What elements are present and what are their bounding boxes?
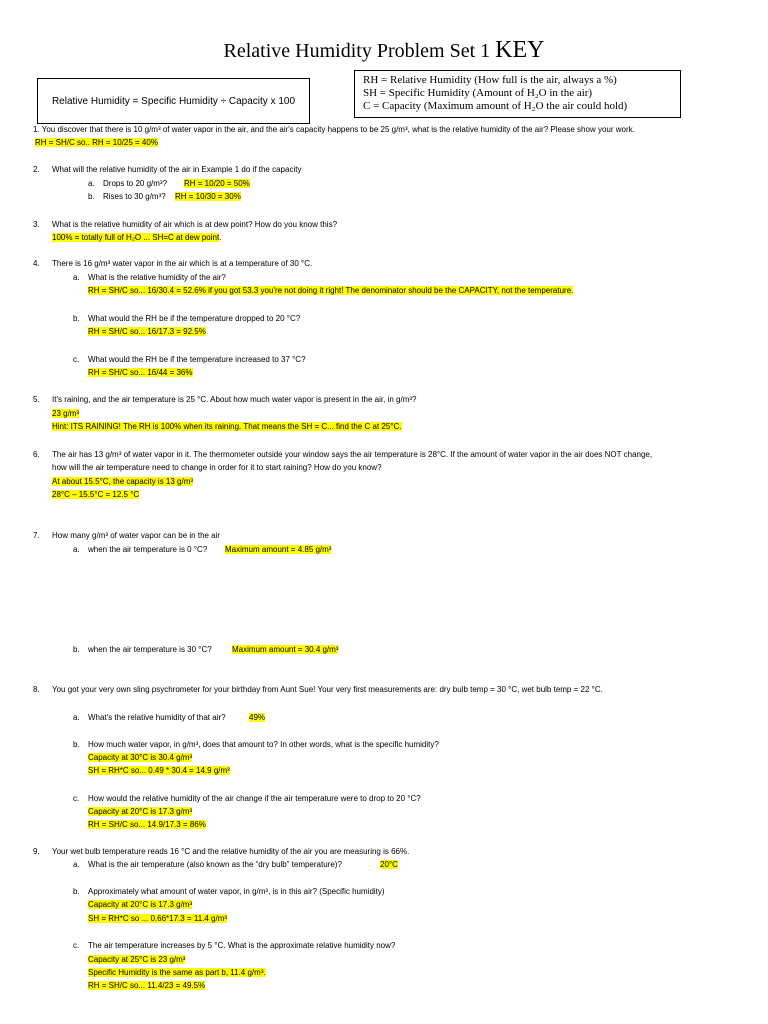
question-6-line2: how will the air temperature need to change in order for it to start raining? How do you know? [52, 463, 382, 472]
q9-number: 9. [33, 847, 40, 856]
q9b-text: Approximately what amount of water vapor, in g/m³, is in this air? (Specific humidity) [88, 887, 385, 896]
q9b-answer-line1: Capacity at 20°C is 17.3 g/m³ [88, 900, 193, 909]
q2b-text: Rises to 30 g/m³? [103, 192, 166, 201]
q7-number: 7. [33, 531, 40, 540]
q4a-text: What is the relative humidity of the air? [88, 273, 226, 282]
q4c-text: What would the RH be if the temperature increased to 37 °C? [88, 355, 306, 364]
question-1: 1. You discover that there is 10 g/m³ of water vapor in the air, and the air's capacity happens to be 25 g/m³, what is the relative humidity of the air? Please show your work. [33, 125, 635, 134]
q7b-answer: Maximum amount = 30.4 g/m³ [232, 645, 339, 654]
q7a-letter: a. [73, 545, 80, 554]
legend-sh: SH = Specific Humidity (Amount of H₂O in the air) [363, 87, 593, 99]
q8-number: 8. [33, 685, 40, 694]
q9a-answer: 20°C [380, 860, 398, 869]
q6-number: 6. [33, 450, 40, 459]
answer-6-line2: 28°C – 15.5°C = 12.5 °C [52, 490, 140, 499]
page-title [0, 38, 768, 63]
answer-3-tail: . [219, 233, 222, 242]
formula-box [37, 78, 310, 124]
answer-3: 100% = totally full of H₂O ... SH=C at dew point [52, 233, 220, 242]
question-7: How many g/m³ of water vapor can be in the air [52, 531, 221, 540]
q9c-answer-line1: Capacity at 25°C is 23 g/m³ [88, 955, 186, 964]
q9c-text: The air temperature increases by 5 °C. What is the approximate relative humidity now? [88, 941, 396, 950]
legend-rh: RH = Relative Humidity (How full is the air, always a %) [363, 74, 617, 86]
q2a-letter: a. [88, 179, 95, 188]
q7a-answer: Maximum amount = 4.85 g/m³ [225, 545, 332, 554]
answer-5-value: 23 g/m³ [52, 409, 80, 418]
q4a-letter: a. [73, 273, 80, 282]
q8c-text: How would the relative humidity of the air change if the air temperature were to drop to 20 °C? [88, 794, 421, 803]
answer-6-line1: At about 15.5°C, the capacity is 13 g/m³ [52, 477, 194, 486]
q7a-text: when the air temperature is 0 °C? [88, 545, 208, 554]
q8b-text: How much water vapor, in g/m³, does that amount to? In other words, what is the specific humidity? [88, 740, 439, 749]
q8c-answer-line2: RH = SH/C so... 14.9/17.3 = 86% [88, 820, 206, 829]
answer-1: RH = SH/C so.. RH = 10/25 = 40% [35, 138, 158, 147]
q2a-text: Drops to 20 g/m³? [103, 179, 168, 188]
q4-number: 4. [33, 259, 40, 268]
question-8: You got your very own sling psychrometer for your birthday from Aunt Sue! Your very first measurements are: dry bulb temp = 30 °C, wet bulb temp = 22 °C. [52, 685, 603, 694]
q8a-letter: a. [73, 713, 80, 722]
q8c-letter: c. [73, 794, 80, 803]
title-main: Relative Humidity Problem Set 1 [223, 40, 496, 62]
legend-c: C = Capacity (Maximum amount of H₂O the air could hold) [363, 100, 628, 112]
q4b-letter: b. [73, 314, 80, 323]
q2b-letter: b. [88, 192, 95, 201]
q9c-answer-line3: RH = SH/C so... 11.4/23 = 49.5% [88, 981, 206, 990]
q7b-letter: b. [73, 645, 80, 654]
q4c-letter: c. [73, 355, 80, 364]
q4b-answer: RH = SH/C so... 16/17.3 = 92.5% [88, 327, 206, 336]
q8b-answer-line2: SH = RH*C so... 0.49 * 30.4 = 14.9 g/m³ [88, 766, 230, 775]
q9a-text: What is the air temperature (also known as the “dry bulb” temperature)? [88, 860, 342, 869]
q4a-answer: RH = SH/C so... 16/30.4 = 52.6% if you got 53.3 you're not doing it right! The denominator should be the CAPACITY, not the temperature. [88, 286, 574, 295]
q9c-answer-line2: Specific Humidity is the same as part b, 11.4 g/m³. [88, 968, 266, 977]
q2b-answer: RH = 10/30 = 30% [175, 192, 241, 201]
q2a-answer: RH = 10/20 = 50% [184, 179, 250, 188]
q5-number: 5. [33, 395, 40, 404]
question-2: What will the relative humidity of the air in Example 1 do if the capacity [52, 165, 302, 174]
formula-text: Relative Humidity = Specific Humidity ÷ Capacity x 100 [51, 96, 296, 107]
question-9: Your wet bulb temperature reads 16 °C and the relative humidity of the air you are measuring is 66%. [52, 847, 410, 856]
q8c-answer-line1: Capacity at 20°C is 17.3 g/m³ [88, 807, 193, 816]
q9a-letter: a. [73, 860, 80, 869]
q3-number: 3. [33, 220, 40, 229]
q4b-text: What would the RH be if the temperature dropped to 20 °C? [88, 314, 301, 323]
q9b-letter: b. [73, 887, 80, 896]
q9c-letter: c. [73, 941, 80, 950]
q9b-answer-line2: SH = RH*C so ... 0.66*17.3 = 11.4 g/m³ [88, 914, 228, 923]
q8a-answer: 49% [249, 713, 266, 722]
title-key: KEY [495, 37, 545, 63]
question-3: What is the relative humidity of air which is at dew point? How do you know this? [52, 220, 338, 229]
question-6-line1: The air has 13 g/m³ of water vapor in it. The thermometer outside your window says the air temperature is 28°C. If the amount of water vapor in the air does NOT change, [52, 450, 653, 459]
q7b-text: when the air temperature is 30 °C? [88, 645, 212, 654]
question-5: It's raining, and the air temperature is 25 °C. About how much water vapor is present in the air, in g/m³? [52, 395, 417, 404]
q8b-letter: b. [73, 740, 80, 749]
q8a-text: What's the relative humidity of that air? [88, 713, 226, 722]
q4c-answer: RH = SH/C so... 16/44 = 36% [88, 368, 193, 377]
answer-5-hint: Hint: ITS RAINING! The RH is 100% when its raining. That means the SH = C... find the C at 25°C. [52, 422, 402, 431]
q2-number: 2. [33, 165, 40, 174]
question-4: There is 16 g/m³ water vapor in the air which is at a temperature of 30 °C. [52, 259, 313, 268]
q8b-answer-line1: Capacity at 30°C is 30.4 g/m³ [88, 753, 193, 762]
legend-box [354, 70, 681, 118]
